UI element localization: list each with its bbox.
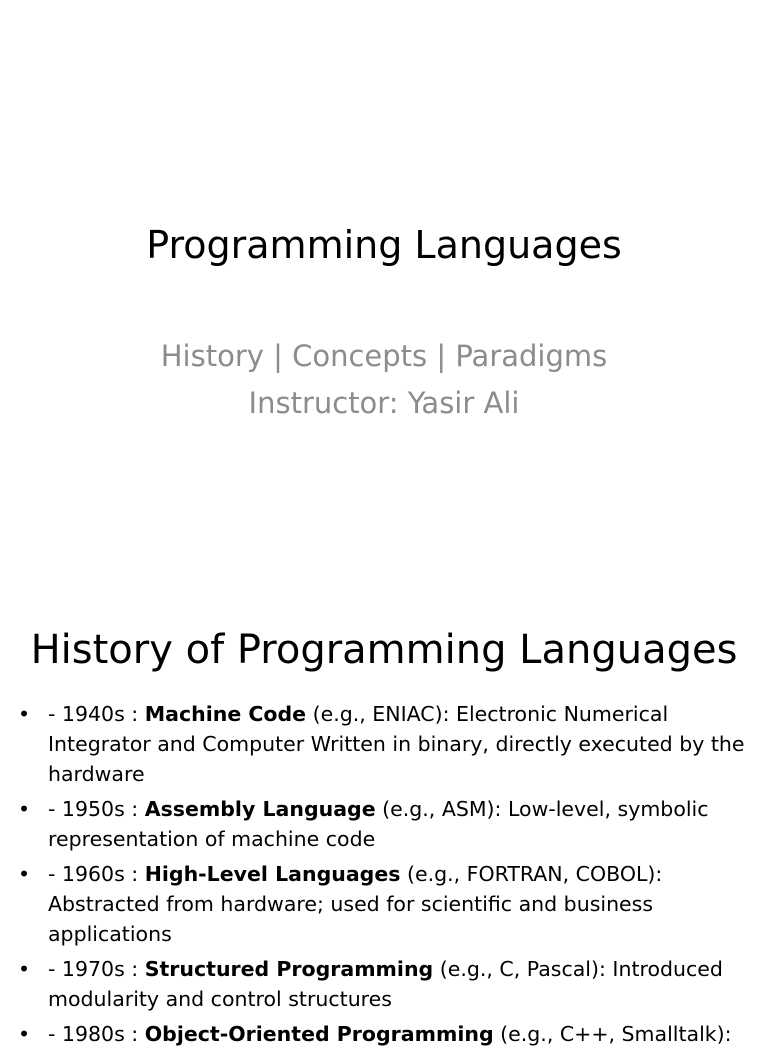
subtitle-topics: History | Concepts | Paradigms xyxy=(160,339,608,373)
bullet-prefix: - 1960s : xyxy=(48,862,145,886)
bullet-dot: • xyxy=(18,862,31,886)
bullet-item-1950s xyxy=(18,794,750,854)
history-slide xyxy=(0,576,768,1046)
bullet-term: High-Level Languages xyxy=(144,862,401,886)
slide-title: Programming Languages xyxy=(146,223,622,267)
bullet-dot: • xyxy=(18,797,31,821)
bullet-term: Machine Code xyxy=(144,702,307,726)
bullet-description: (e.g., ENIAC): Electronic Numerical Integrator and Computer Written in binary, directly executed by the hardware xyxy=(48,702,745,786)
subtitle-instructor: Instructor: Yasir Ali xyxy=(248,386,520,420)
bullet-item-1960s xyxy=(18,859,750,949)
bullet-prefix: - 1980s : xyxy=(48,1022,145,1046)
bullet-item-1970s xyxy=(18,954,750,1014)
bullet-item-1940s xyxy=(18,699,750,789)
bullet-description: (e.g., FORTRAN, COBOL): Abstracted from hardware; used for scientific and business applications xyxy=(48,862,663,946)
bullet-dot: • xyxy=(18,1022,31,1046)
history-bullet-list xyxy=(18,699,750,1054)
bullet-description: (e.g., ASM): Low-level, symbolic representation of machine code xyxy=(48,797,709,851)
bullet-description: (e.g., C++, Smalltalk): xyxy=(493,1022,732,1046)
bullet-prefix: - 1940s : xyxy=(48,702,145,726)
bullet-description: (e.g., C, Pascal): Introduced modularity and control structures xyxy=(48,957,723,1011)
history-title: History of Programming Languages xyxy=(30,627,738,673)
bullet-prefix: - 1970s : xyxy=(48,957,145,981)
slide-subtitle xyxy=(0,333,768,427)
bullet-term: Structured Programming xyxy=(144,957,434,981)
bullet-dot: • xyxy=(18,702,31,726)
bullet-item-1980s xyxy=(18,1019,750,1049)
bullet-prefix: - 1950s : xyxy=(48,797,145,821)
bullet-term: Assembly Language xyxy=(144,797,376,821)
bullet-term: Object-Oriented Programming xyxy=(144,1022,494,1046)
bullet-dot: • xyxy=(18,957,31,981)
